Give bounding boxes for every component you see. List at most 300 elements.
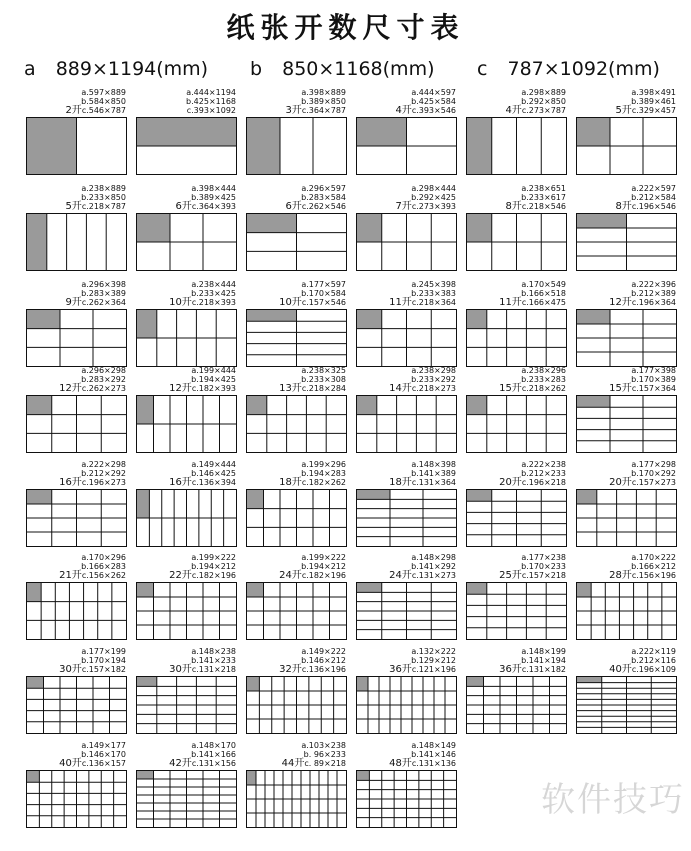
size-diagram-cell <box>134 647 238 729</box>
dimension-b: b.283×389 <box>81 289 126 298</box>
highlighted-sheet <box>577 490 597 504</box>
dimension-c: c.393×1092 <box>186 106 236 115</box>
dimension-b: b.389×425 <box>191 193 236 202</box>
fold-diagram <box>246 676 347 734</box>
dimension-a: a.170×222 <box>631 553 676 562</box>
dimension-b: b.141×233 <box>191 656 236 665</box>
dimension-b: b.141×166 <box>191 750 236 759</box>
fold-grid-svg <box>247 771 346 827</box>
dimension-a: a.149×222 <box>301 647 346 656</box>
size-diagram-cell <box>464 280 568 362</box>
dimension-labels <box>169 366 236 393</box>
fold-diagram <box>26 676 127 734</box>
highlighted-sheet <box>357 771 369 780</box>
fold-diagram <box>136 395 237 453</box>
dimension-c: c.182×196 <box>301 571 346 580</box>
highlighted-sheet <box>247 118 280 174</box>
size-diagram-cell <box>464 647 568 729</box>
fold-count: 7开 <box>395 201 412 212</box>
fold-diagram <box>136 213 237 271</box>
dimension-b: b.212×389 <box>631 289 676 298</box>
fold-grid-svg <box>247 677 346 733</box>
dimension-a: a.199×222 <box>191 553 236 562</box>
dimension-labels <box>615 184 676 211</box>
fold-diagram <box>356 117 457 175</box>
dimension-a: a.177×398 <box>631 366 676 375</box>
dimension-b: b.584×850 <box>81 97 126 106</box>
dimension-labels <box>65 88 126 115</box>
fold-count: 24开 <box>389 570 412 581</box>
fold-grid-svg <box>247 214 346 270</box>
dimension-b: b.212×233 <box>521 469 566 478</box>
size-diagram-cell <box>244 184 348 266</box>
highlighted-sheet <box>137 118 236 146</box>
dimension-b: b.141×146 <box>411 750 456 759</box>
fold-count: 11开 <box>499 297 522 308</box>
size-diagram-cell <box>354 460 458 542</box>
dimension-c: c.364×393 <box>191 202 236 211</box>
size-diagram-cell <box>354 184 458 266</box>
size-diagram-cell <box>24 366 128 448</box>
dimension-labels <box>59 553 126 580</box>
dimension-a: a.148×238 <box>191 647 236 656</box>
fold-count: 6开 <box>175 201 192 212</box>
fold-diagram <box>576 489 677 547</box>
highlighted-sheet <box>27 214 47 270</box>
highlighted-sheet <box>357 310 382 329</box>
highlighted-sheet <box>577 214 627 228</box>
dimension-b: b.212×584 <box>631 193 676 202</box>
fold-count: 42开 <box>169 758 192 769</box>
dimension-labels <box>609 460 676 487</box>
dimension-a: a.148×199 <box>521 647 566 656</box>
size-diagram-cell <box>354 741 458 823</box>
highlighted-sheet <box>577 310 610 324</box>
fold-diagram <box>26 117 127 175</box>
highlighted-sheet <box>577 677 602 683</box>
dimension-a: a.222×597 <box>631 184 676 193</box>
dimension-c: c.157×364 <box>631 384 676 393</box>
fold-diagram <box>466 309 567 367</box>
highlighted-sheet <box>27 490 52 504</box>
dimension-labels <box>186 88 236 115</box>
dimension-c: c.156×196 <box>631 571 676 580</box>
dimension-a: a.222×396 <box>631 280 676 289</box>
dimension-c: c.218×393 <box>191 298 236 307</box>
dimension-a: a.199×444 <box>191 366 236 375</box>
size-diagram-cell <box>24 184 128 266</box>
size-diagram-cell <box>24 647 128 729</box>
dimension-a: a.170×549 <box>521 280 566 289</box>
size-diagram-cell <box>24 280 128 362</box>
dimension-b: b.170×584 <box>301 289 346 298</box>
dimension-b: b.141×389 <box>411 469 456 478</box>
dimension-c: c.182×196 <box>191 571 236 580</box>
dimension-a: a.148×398 <box>411 460 456 469</box>
dimension-a: a.222×298 <box>81 460 126 469</box>
dimension-b: b.283×584 <box>301 193 346 202</box>
dimension-b: b.425×1168 <box>186 97 236 106</box>
fold-diagram <box>576 309 677 367</box>
highlighted-sheet <box>137 214 170 242</box>
fold-grid-svg <box>247 118 346 174</box>
fold-diagram <box>246 213 347 271</box>
dimension-a: a.398×491 <box>631 88 676 97</box>
fold-count: 11开 <box>389 297 412 308</box>
dimension-c: c.329×457 <box>631 106 676 115</box>
dimension-b: b.146×170 <box>81 750 126 759</box>
fold-grid-svg <box>467 214 566 270</box>
dimension-b: b.170×389 <box>631 375 676 384</box>
fold-grid-svg <box>577 214 676 270</box>
dimension-labels <box>175 184 236 211</box>
dimension-c: c.218×273 <box>411 384 456 393</box>
dimension-labels <box>499 280 566 307</box>
size-diagram-cell <box>24 460 128 542</box>
fold-diagram <box>136 676 237 734</box>
dimension-a: a.238×296 <box>521 366 566 375</box>
highlighted-sheet <box>247 310 297 321</box>
highlighted-sheet <box>467 583 487 594</box>
dimension-b: b.233×292 <box>411 375 456 384</box>
fold-grid-svg <box>577 583 676 639</box>
size-diagram-cell <box>24 88 128 170</box>
dimension-labels <box>499 460 566 487</box>
fold-grid-svg <box>27 677 126 733</box>
fold-grid-svg <box>137 771 236 827</box>
dimension-b: b.194×283 <box>301 469 346 478</box>
fold-count: 32开 <box>279 664 302 675</box>
dimension-a: a.148×170 <box>191 741 236 750</box>
highlighted-sheet <box>467 214 492 242</box>
dimension-b: b.194×212 <box>191 562 236 571</box>
dimension-c: c.218×262 <box>521 384 566 393</box>
fold-diagram <box>246 582 347 640</box>
fold-grid-svg <box>467 490 566 546</box>
highlighted-sheet <box>27 771 39 782</box>
watermark: 软件技巧 <box>541 780 685 820</box>
highlighted-sheet <box>27 583 41 602</box>
highlighted-sheet <box>577 583 591 597</box>
dimension-b: b.166×283 <box>81 562 126 571</box>
fold-count: 15开 <box>499 383 522 394</box>
dimension-labels <box>499 647 566 674</box>
fold-diagram <box>356 309 457 367</box>
highlighted-sheet <box>247 214 297 233</box>
size-diagram-cell <box>134 184 238 266</box>
dimension-c: c.136×394 <box>191 478 236 487</box>
dimension-b: b.146×425 <box>191 469 236 478</box>
dimension-a: a.222×238 <box>521 460 566 469</box>
dimension-c: c.157×273 <box>631 478 676 487</box>
size-diagram-cell <box>244 88 348 170</box>
dimension-c: c.196×218 <box>521 478 566 487</box>
fold-diagram <box>356 582 457 640</box>
dimension-c: c.131×182 <box>521 665 566 674</box>
dimension-c: c.196×273 <box>81 478 126 487</box>
dimension-c: c. 89×218 <box>304 759 346 768</box>
fold-count: 20开 <box>499 477 522 488</box>
highlighted-sheet <box>137 583 154 597</box>
dimension-c: c.131×218 <box>191 665 236 674</box>
highlighted-sheet <box>247 771 256 785</box>
fold-count: 5开 <box>615 105 632 116</box>
fold-diagram <box>136 770 237 828</box>
size-diagram-cell <box>464 88 568 170</box>
size-diagram-cell <box>574 460 678 542</box>
dimension-labels <box>59 647 126 674</box>
dimension-b: b.166×518 <box>521 289 566 298</box>
dimension-labels <box>609 280 676 307</box>
size-diagram-cell <box>464 460 568 542</box>
highlighted-sheet <box>137 771 154 779</box>
dimension-labels <box>285 88 346 115</box>
dimension-a: a.238×298 <box>411 366 456 375</box>
fold-diagram <box>356 395 457 453</box>
fold-count: 28开 <box>609 570 632 581</box>
dimension-a: a.444×597 <box>411 88 456 97</box>
size-diagram-cell <box>244 647 348 729</box>
highlighted-sheet <box>357 677 368 691</box>
dimension-labels <box>389 741 456 768</box>
dimension-a: a.177×298 <box>631 460 676 469</box>
highlighted-sheet <box>137 310 157 338</box>
fold-count: 30开 <box>169 664 192 675</box>
fold-diagram <box>26 582 127 640</box>
size-c-dims: 787×1092(mm) <box>507 58 660 80</box>
dimension-a: a.103×238 <box>301 741 346 750</box>
dimension-c: c.156×262 <box>81 571 126 580</box>
fold-count: 44开 <box>281 758 305 769</box>
dimension-a: a.149×177 <box>81 741 126 750</box>
fold-diagram <box>576 213 677 271</box>
dimension-c: c.262×273 <box>81 384 126 393</box>
fold-grid-svg <box>577 677 676 733</box>
fold-grid-svg <box>137 118 236 174</box>
dimension-b: b.212×292 <box>81 469 126 478</box>
dimension-c: c.131×136 <box>411 759 456 768</box>
dimension-c: c.157×218 <box>521 571 566 580</box>
highlighted-sheet <box>357 490 390 499</box>
fold-count: 30开 <box>59 664 82 675</box>
dimension-labels <box>65 280 126 307</box>
size-b-dims: 850×1168(mm) <box>282 58 435 80</box>
highlighted-sheet <box>467 677 484 686</box>
dimension-labels <box>389 553 456 580</box>
highlighted-sheet <box>467 310 487 329</box>
size-diagram-cell <box>464 366 568 448</box>
highlighted-sheet <box>467 396 487 415</box>
highlighted-sheet <box>247 583 264 597</box>
highlighted-sheet <box>357 118 407 146</box>
size-diagram-cell <box>574 184 678 266</box>
dimension-c: c.196×109 <box>631 665 676 674</box>
fold-diagram <box>26 489 127 547</box>
dimension-labels <box>395 88 456 115</box>
fold-diagram <box>576 117 677 175</box>
size-a-dims: 889×1194(mm) <box>55 58 209 80</box>
fold-count: 14开 <box>389 383 412 394</box>
size-diagram-cell <box>134 366 238 448</box>
fold-diagram <box>26 770 127 828</box>
dimension-labels <box>615 88 676 115</box>
dimension-a: a.222×119 <box>631 647 676 656</box>
fold-count: 36开 <box>499 664 522 675</box>
fold-diagram <box>26 213 127 271</box>
dimension-a: a.398×889 <box>301 88 346 97</box>
dimension-a: a.298×889 <box>521 88 566 97</box>
fold-count: 6开 <box>285 201 302 212</box>
fold-count: 25开 <box>499 570 522 581</box>
highlighted-sheet <box>27 396 52 415</box>
size-diagram-cell <box>24 553 128 635</box>
dimension-b: b.233×850 <box>81 193 126 202</box>
dimension-labels <box>169 460 236 487</box>
fold-diagram <box>466 395 567 453</box>
fold-diagram <box>246 770 347 828</box>
fold-grid-svg <box>467 310 566 366</box>
fold-diagram <box>466 213 567 271</box>
size-b-key: b <box>250 58 263 80</box>
dimension-c: c.157×546 <box>301 298 346 307</box>
dimension-labels <box>389 460 456 487</box>
size-c-key: c <box>477 58 488 80</box>
fold-grid-svg <box>247 310 346 366</box>
dimension-c: c.136×157 <box>81 759 126 768</box>
fold-grid-svg <box>577 310 676 366</box>
fold-grid-svg <box>577 396 676 452</box>
dimension-b: b.212×116 <box>631 656 676 665</box>
dimension-b: b.141×292 <box>411 562 456 571</box>
fold-count: 12开 <box>169 383 192 394</box>
size-diagram-cell <box>574 88 678 170</box>
dimension-b: b. 96×233 <box>303 750 346 759</box>
dimension-b: b.389×850 <box>301 97 346 106</box>
dimension-a: a.148×149 <box>411 741 456 750</box>
dimension-labels <box>169 741 236 768</box>
dimension-c: c.218×787 <box>81 202 126 211</box>
dimension-c: c.131×273 <box>411 571 456 580</box>
fold-grid-svg <box>357 771 456 827</box>
dimension-labels <box>389 280 456 307</box>
fold-grid-svg <box>357 118 456 174</box>
fold-grid-svg <box>357 677 456 733</box>
dimension-c: c.131×364 <box>411 478 456 487</box>
fold-count: 13开 <box>279 383 302 394</box>
fold-count: 8开 <box>505 201 522 212</box>
fold-diagram <box>356 676 457 734</box>
dimension-a: a.238×889 <box>81 184 126 193</box>
fold-grid-svg <box>247 583 346 639</box>
dimension-b: b.194×425 <box>191 375 236 384</box>
fold-count: 8开 <box>615 201 632 212</box>
size-diagram-cell <box>354 647 458 729</box>
size-diagram-cell <box>354 280 458 362</box>
dimension-a: a.177×238 <box>521 553 566 562</box>
fold-diagram <box>466 582 567 640</box>
dimension-a: a.199×222 <box>301 553 346 562</box>
dimension-labels <box>389 366 456 393</box>
fold-grid-svg <box>357 583 456 639</box>
highlighted-sheet <box>27 118 77 174</box>
dimension-labels <box>279 460 346 487</box>
dimension-a: a.148×298 <box>411 553 456 562</box>
dimension-b: b.389×461 <box>631 97 676 106</box>
size-diagram-cell <box>134 741 238 823</box>
dimension-a: a.238×325 <box>301 366 346 375</box>
fold-grid-svg <box>357 490 456 546</box>
dimension-b: b.233×383 <box>411 289 456 298</box>
size-diagram-cell <box>354 553 458 635</box>
dimension-b: b.233×308 <box>301 375 346 384</box>
dimension-labels <box>389 647 456 674</box>
dimension-c: c.196×364 <box>631 298 676 307</box>
dimension-b: b.166×212 <box>631 562 676 571</box>
fold-grid-svg <box>467 118 566 174</box>
fold-grid-svg <box>27 396 126 452</box>
fold-diagram <box>246 309 347 367</box>
fold-grid-svg <box>577 118 676 174</box>
fold-grid-svg <box>357 396 456 452</box>
dimension-a: a.132×222 <box>411 647 456 656</box>
fold-grid-svg <box>27 118 126 174</box>
fold-count: 12开 <box>59 383 82 394</box>
size-a-key: a <box>24 58 36 80</box>
dimension-a: a.597×889 <box>81 88 126 97</box>
fold-grid-svg <box>137 396 236 452</box>
size-diagram-cell <box>354 366 458 448</box>
dimension-a: a.170×296 <box>81 553 126 562</box>
dimension-labels <box>59 460 126 487</box>
dimension-c: c.131×156 <box>191 759 236 768</box>
fold-count: 10开 <box>279 297 302 308</box>
fold-diagram <box>356 770 457 828</box>
fold-grid-svg <box>467 677 566 733</box>
dimension-c: c.121×196 <box>411 665 456 674</box>
dimension-a: a.296×597 <box>301 184 346 193</box>
fold-diagram <box>136 117 237 175</box>
fold-grid-svg <box>27 490 126 546</box>
fold-diagram <box>356 489 457 547</box>
dimension-a: a.199×296 <box>301 460 346 469</box>
dimension-b: b.170×194 <box>81 656 126 665</box>
size-diagram-cell <box>574 553 678 635</box>
dimension-b: b.170×292 <box>631 469 676 478</box>
size-diagram-cell <box>244 741 348 823</box>
dimension-c: c.546×787 <box>81 106 126 115</box>
dimension-a: a.444×1194 <box>186 88 236 97</box>
dimension-a: a.296×298 <box>81 366 126 375</box>
dimension-labels <box>279 366 346 393</box>
highlighted-sheet <box>357 396 377 415</box>
highlighted-sheet <box>247 677 259 691</box>
dimension-a: a.238×444 <box>191 280 236 289</box>
fold-diagram <box>466 489 567 547</box>
size-diagram-cell <box>574 647 678 729</box>
highlighted-sheet <box>27 677 44 688</box>
highlighted-sheet <box>577 396 610 407</box>
dimension-labels <box>279 647 346 674</box>
fold-count: 4开 <box>395 105 412 116</box>
fold-count: 16开 <box>169 477 192 488</box>
size-diagram-cell <box>244 366 348 448</box>
dimension-labels <box>285 184 346 211</box>
fold-count: 3开 <box>285 105 302 116</box>
dimension-a: a.238×651 <box>521 184 566 193</box>
fold-grid-svg <box>467 583 566 639</box>
size-diagram-cell <box>134 460 238 542</box>
fold-count: 5开 <box>65 201 82 212</box>
